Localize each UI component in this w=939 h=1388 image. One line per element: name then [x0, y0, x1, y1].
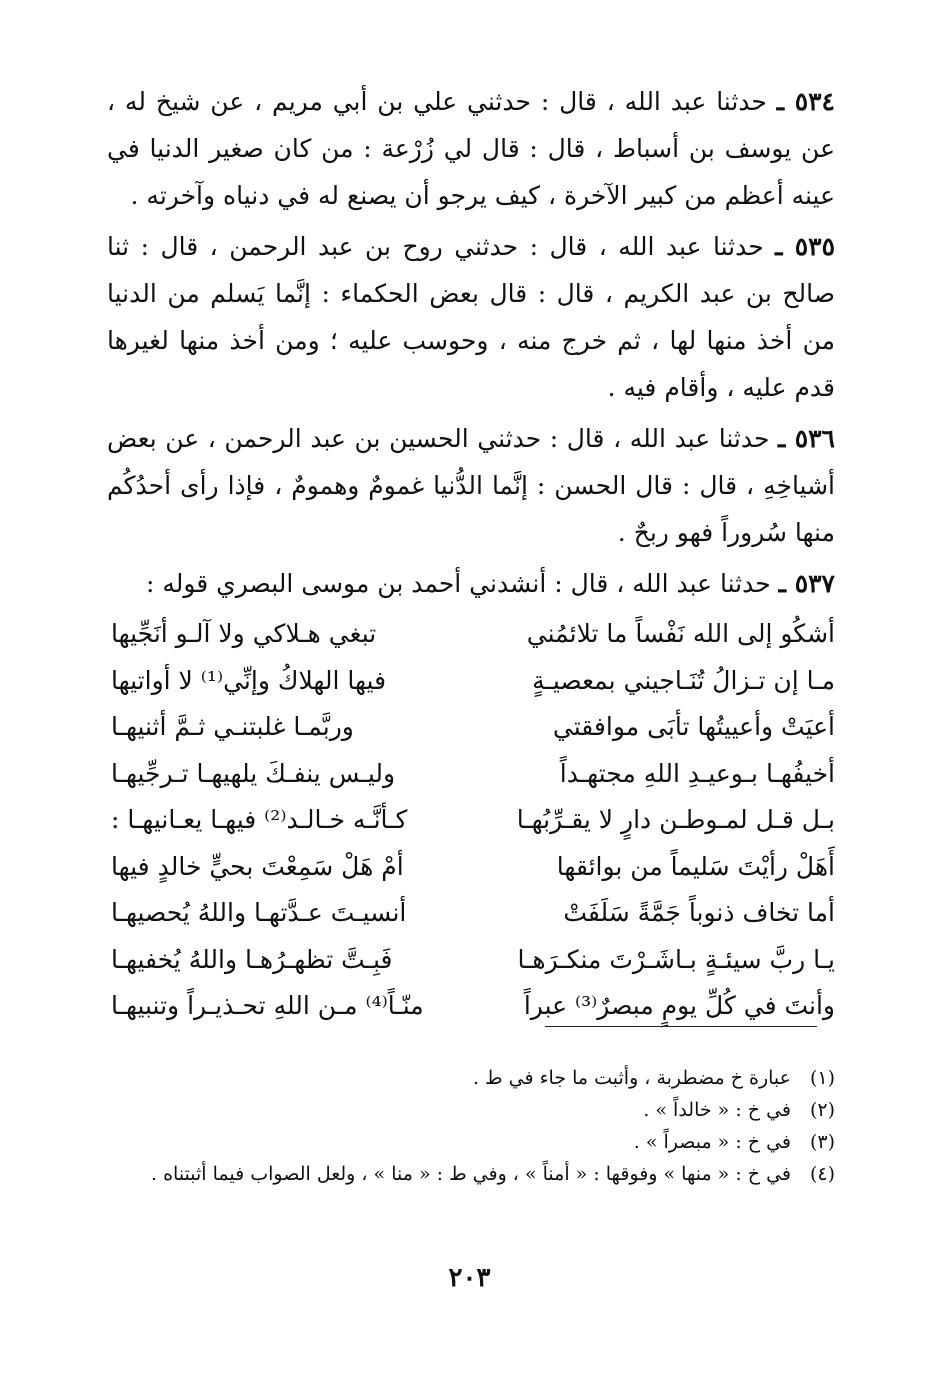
poem-line-4-second-hemistich: وليـس ينفـكَ يلهيهـا تـرجِّيهـا — [111, 758, 396, 788]
footnote-3 — [127, 1126, 835, 1158]
poem-line-3-first-hemistich: أعيَتْ وأعييتُها تأبَى موافقتي — [552, 712, 835, 741]
main-text — [107, 78, 835, 1030]
paragraph-535 — [107, 223, 835, 411]
paragraph-537 — [107, 560, 835, 607]
page-number: ٢٠٣ — [448, 1263, 491, 1293]
footnotes — [127, 1062, 835, 1190]
paragraph-number: ٥٣٧ ـ — [778, 569, 835, 598]
paragraph-number: ٥٣٦ ـ — [778, 424, 835, 453]
paragraph-536 — [107, 415, 835, 556]
poem-line-1-second-hemistich: تبغي هـلاكي ولا آلـو أنَجِّيها — [111, 619, 377, 648]
paragraph-text: حدثنا عبد الله ، قال : حدثني روح بن عبد الرحمن ، قال : ثنا صالح بن عبد الكريم ، قال : قال بعض الحكماء : إنَّما يَسلم من الدنيا من أخذ منها لها ، ثم خرج منه ، وحوسب عليه ؛ ومن أخذ منها لغيرها قدم عليه ، وأقام فيه . — [107, 232, 835, 402]
footnote-4 — [127, 1158, 835, 1190]
paragraph-number: ٥٣٤ ـ — [776, 87, 835, 116]
paragraph-534 — [107, 78, 835, 219]
paragraph-text: حدثنا عبد الله ، قال : أنشدني أحمد بن موسى البصري قوله : — [145, 569, 779, 598]
poem-line-9-second-hemistich: منّـاً⁽⁴⁾ مـن اللهِ تحـذيـراً وتنبيهـا — [111, 991, 424, 1020]
footnote-number: (١) — [809, 1067, 835, 1089]
poem-line-8-first-hemistich: يـا ربَّ سيئـةٍ بـاشَـرْتَ منكـرَهـا — [517, 944, 835, 974]
footnote-text: في خ : « منها » وفوقها : « أمناً » ، وفي ط : « منا » ، ولعل الصواب فيما أثبتناه . — [151, 1163, 791, 1185]
poem-line-2-first-hemistich: مـا إن تـزالُ تُنَـاجيني بمعصيـةٍ — [532, 665, 835, 695]
poem-line-3-second-hemistich: وربَّمـا غلبتنـي ثـمَّ أثنيهـا — [111, 712, 354, 741]
paragraph-number: ٥٣٥ ـ — [775, 232, 836, 261]
footnote-text: في خ : « خالداً » . — [643, 1099, 791, 1121]
footnote-text: عبارة خ مضطربة ، وأثبت ما جاء في ط . — [472, 1067, 791, 1089]
poem-line-6-first-hemistich: أَهَلْ رأيْتَ سَليماً من بوائقها — [556, 851, 835, 881]
footnote-1 — [127, 1062, 835, 1094]
poem-line-9-first-hemistich: وأنتَ في كُلِّ يومٍ مبصرٌ⁽³⁾ عبراً — [523, 991, 835, 1020]
poem-line-4-first-hemistich: أخيفُهـا بـوعيـدِ اللهِ مجتهـداً — [559, 758, 835, 788]
poem-line-1-first-hemistich: أشكُو إلى الله نَفْساً ما تلائمُني — [526, 619, 835, 648]
poem-line-6-second-hemistich: أمْ هَلْ سَمِعْتَ بحيٍّ خالدٍ فيها — [111, 851, 404, 881]
poem — [107, 611, 835, 1030]
poem-line-2-second-hemistich: فيها الهلاكُ وإنِّي⁽¹⁾ لا أواتيها — [111, 665, 387, 695]
paragraph-text: حدثنا عبد الله ، قال : حدثني علي بن أبي مريم ، عن شيخ له ، عن يوسف بن أسباط ، قال : قال لي زُرْعة : من كان صغير الدنيا في عينه أعظم من كبير الآخرة ، كيف يرجو أن يصنع له في دنياه وآخرته . — [107, 87, 835, 210]
footnote-number: (٤) — [809, 1163, 835, 1185]
footnote-2 — [127, 1094, 835, 1126]
poem-line-7-second-hemistich: أنسيـتَ عـدَّتهـا واللهُ يُحصيهـا — [111, 898, 407, 927]
footnote-number: (٢) — [809, 1099, 835, 1121]
poem-line-5-second-hemistich: كـأنَّـه خـالـد⁽²⁾ فيهـا يعـانيهـا : — [111, 805, 408, 834]
footnote-separator — [545, 1026, 817, 1027]
poem-line-5-first-hemistich: بـل قـل لمـوطـن دارٍ لا يقـرِّبُهـا — [516, 805, 835, 834]
paragraph-text: حدثنا عبد الله ، قال : حدثني الحسين بن عبد الرحمن ، عن بعض أشياخِهِ ، قال : قال الحسن : إنَّما الدُّنيا غمومٌ وهمومٌ ، فإذا رأى أحدُكُم منها سُروراً فهو ربحٌ . — [107, 424, 835, 547]
footnote-number: (٣) — [809, 1131, 835, 1153]
poem-line-7-first-hemistich: أما تخاف ذنوباً جَمَّةً سَلَفَتْ — [563, 898, 835, 927]
footnote-text: في خ : « مبصراً » . — [633, 1131, 791, 1153]
poem-line-8-second-hemistich: فَبِـتَّ تظهـرُهـا واللهُ يُخفيهـا — [111, 944, 393, 974]
